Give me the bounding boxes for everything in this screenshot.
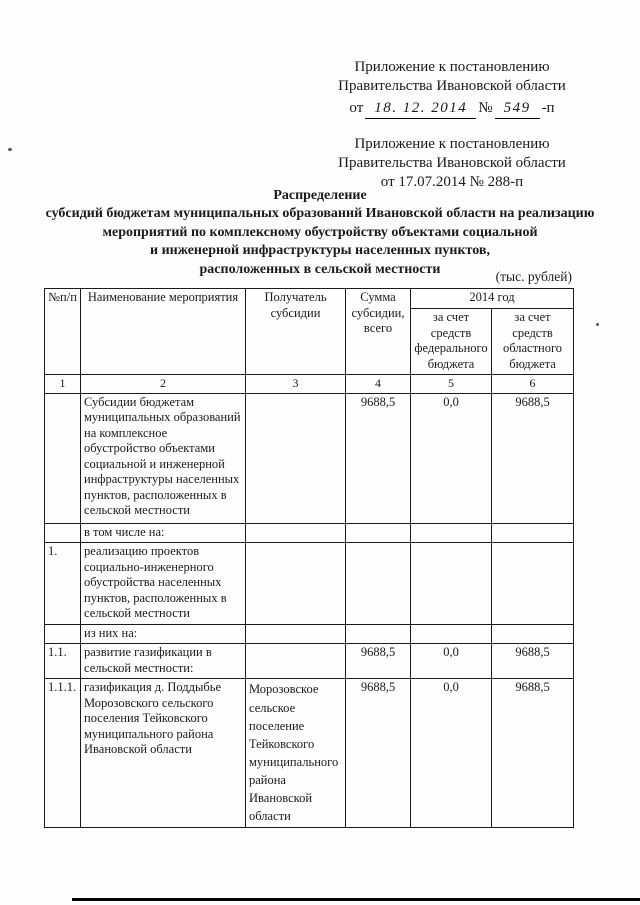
- header-total: Сумма субсидии, всего: [346, 289, 411, 375]
- header-name: Наименование мероприятия: [81, 289, 246, 375]
- cell-total: [346, 523, 411, 543]
- cell-total: 9688,5: [346, 644, 411, 679]
- cell-num: 1.1.1.: [45, 679, 81, 828]
- scan-speck: [596, 323, 599, 326]
- appendix-line: от 17.07.2014 № 288-п: [380, 174, 524, 191]
- column-number-row: [45, 375, 574, 394]
- cell-federal: [411, 624, 492, 644]
- table-row: [45, 644, 574, 679]
- cell-name: в том числе на:: [81, 523, 246, 543]
- decree-suffix: -п: [541, 100, 555, 117]
- cell-recipient: [246, 523, 346, 543]
- appendix-reference-2: [326, 135, 578, 192]
- cell-regional: 9688,5: [492, 679, 574, 828]
- scan-edge-artifact: [72, 898, 640, 901]
- appendix-reference-1: [326, 58, 578, 119]
- cell-total: [346, 543, 411, 625]
- cell-federal: 0,0: [411, 679, 492, 828]
- cell-num: [45, 523, 81, 543]
- subsidy-table-container: [44, 288, 574, 828]
- title-line: субсидий бюджетам муниципальных образований Ивановской области на реализацию: [45, 206, 595, 222]
- handwritten-number: 549: [495, 99, 540, 119]
- column-number: 1: [45, 375, 81, 394]
- table-row: [45, 543, 574, 625]
- title-line: мероприятий по комплексному обустройству объектами социальной: [102, 224, 538, 240]
- appendix-line: Приложение к постановлению: [354, 59, 550, 75]
- cell-total: 9688,5: [346, 393, 411, 523]
- column-number: 6: [492, 375, 574, 394]
- cell-name: реализацию проектов социально-инженерного обустройства населенных пунктов, расположенных в сельской местности: [81, 543, 246, 625]
- appendix-line: Правительства Ивановской области: [338, 155, 566, 172]
- header-recipient: Получатель субсидии: [246, 289, 346, 375]
- cell-regional: 9688,5: [492, 393, 574, 523]
- cell-total: [346, 624, 411, 644]
- header-year-group: 2014 год: [411, 289, 574, 309]
- cell-name: газификация д. Поддыбье Морозовского сельского поселения Тейковского муниципального района Ивановской области: [81, 679, 246, 828]
- cell-recipient: [246, 393, 346, 523]
- scan-speck: [8, 148, 12, 151]
- appendix-line: Приложение к постановлению: [354, 136, 550, 152]
- header-num: №п/п: [45, 289, 81, 375]
- title-line: и инженерной инфраструктуры населенных пунктов,: [150, 243, 490, 259]
- table-row: [45, 523, 574, 543]
- table-row: [45, 679, 574, 828]
- cell-regional: [492, 624, 574, 644]
- cell-federal: [411, 543, 492, 625]
- column-number: 2: [81, 375, 246, 394]
- column-number: 5: [411, 375, 492, 394]
- from-label: от: [349, 100, 364, 117]
- cell-num: 1.: [45, 543, 81, 625]
- cell-recipient: Морозовское сельское поселение Тейковского муниципального района Ивановской области: [246, 679, 346, 828]
- cell-recipient: [246, 644, 346, 679]
- handwritten-date: 18. 12. 2014: [365, 99, 476, 119]
- cell-federal: [411, 523, 492, 543]
- cell-total: 9688,5: [346, 679, 411, 828]
- cell-num: [45, 624, 81, 644]
- cell-regional: [492, 543, 574, 625]
- header-federal: за счет средств федерального бюджета: [411, 309, 492, 375]
- cell-name: развитие газификации в сельской местности:: [81, 644, 246, 679]
- cell-regional: [492, 523, 574, 543]
- column-number: 4: [346, 375, 411, 394]
- table-header-row: [45, 289, 574, 309]
- cell-num: 1.1.: [45, 644, 81, 679]
- cell-num: [45, 393, 81, 523]
- cell-federal: 0,0: [411, 644, 492, 679]
- column-number: 3: [246, 375, 346, 394]
- appendix-line: Правительства Ивановской области: [338, 78, 566, 95]
- cell-recipient: [246, 543, 346, 625]
- header-regional: за счет средств областного бюджета: [492, 309, 574, 375]
- cell-regional: 9688,5: [492, 644, 574, 679]
- cell-recipient: [246, 624, 346, 644]
- table-row: [45, 393, 574, 523]
- subsidy-table: [44, 288, 574, 828]
- document-title: [0, 187, 640, 279]
- table-row: [45, 624, 574, 644]
- decree-reference-line: [326, 99, 578, 119]
- title-line: расположенных в сельской местности: [199, 261, 441, 277]
- cell-federal: 0,0: [411, 393, 492, 523]
- cell-name: Субсидии бюджетам муниципальных образований на комплексное обустройство объектами социальной и инженерной инфраструктуры населенных пунктов, расположенных в сельской местности: [81, 393, 246, 523]
- cell-name: из них на:: [81, 624, 246, 644]
- title-line: Распределение: [273, 188, 367, 203]
- number-sign: №: [478, 100, 493, 117]
- units-note: (тыс. рублей): [495, 269, 572, 284]
